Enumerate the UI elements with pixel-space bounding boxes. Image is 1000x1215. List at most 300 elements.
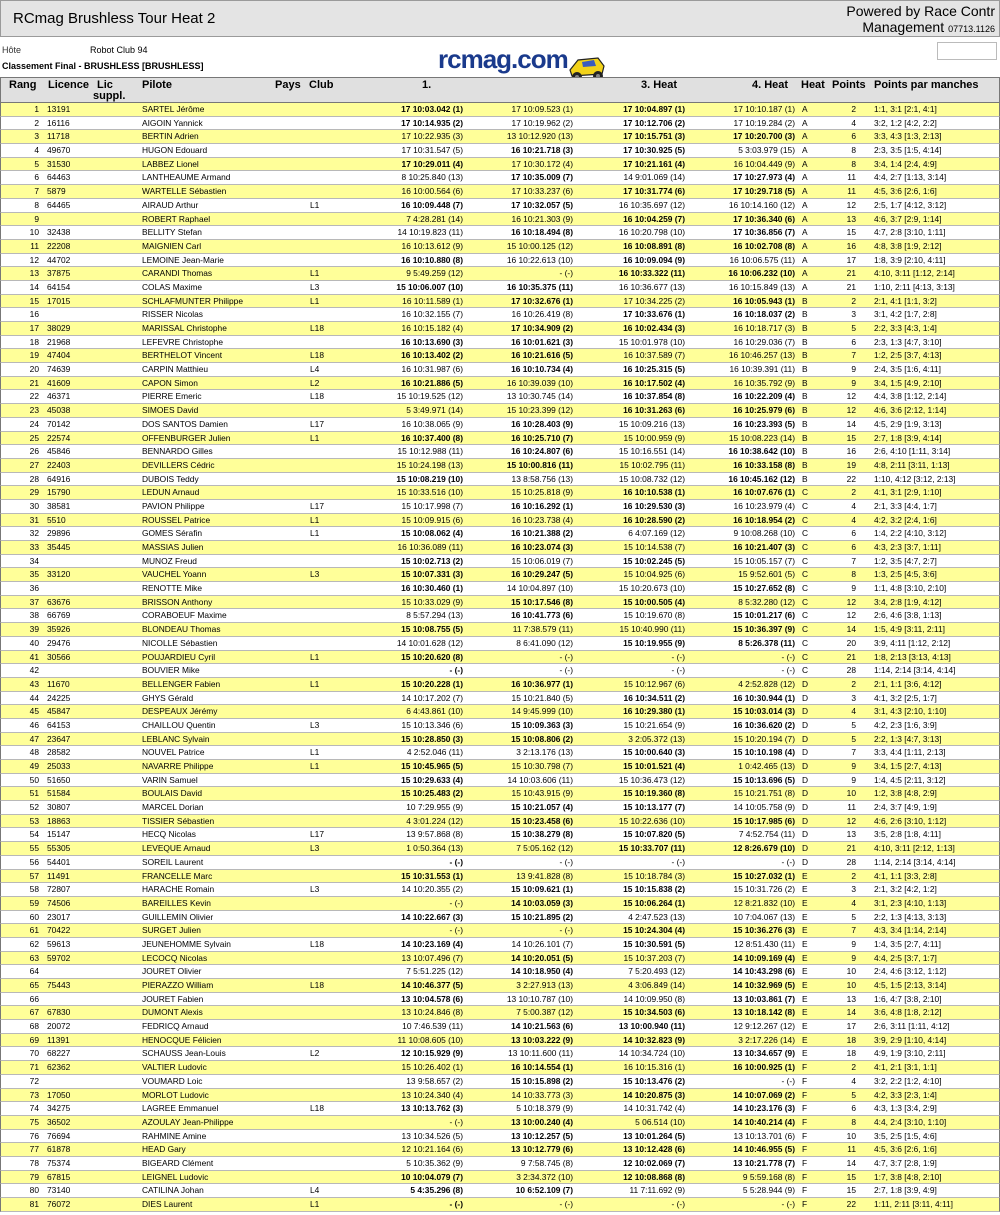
pilot-cell: WARTELLE Sébastien (142, 186, 227, 197)
points-per-heat-cell: 4:6, 2:6 [3:10, 1:12] (874, 815, 947, 826)
licence-cell: 64153 (47, 719, 71, 730)
header-heat: Heat (801, 79, 825, 91)
heat-2-cell: 14 10:03.606 (11) (507, 774, 573, 785)
heat-2-cell: - (-) (559, 651, 573, 662)
points-per-heat-cell: 1:3, 2:5 [4:5, 3:6] (874, 569, 937, 580)
table-row (0, 842, 1000, 856)
pilot-cell: FEDRICQ Arnaud (142, 1021, 209, 1032)
points-cell: 12 (846, 391, 856, 402)
heat-4-cell: 16 10:46.257 (13) (728, 350, 795, 361)
heat-1-cell: 16 10:09.448 (7) (401, 199, 463, 210)
rank-cell: 34 (29, 555, 39, 566)
heat-3-cell: 5 06.514 (10) (635, 1116, 685, 1127)
table-row (0, 993, 1000, 1007)
licence-cell: 47404 (47, 350, 71, 361)
licence-cell: 67830 (47, 1007, 71, 1018)
rank-cell: 31 (29, 514, 39, 525)
pilot-cell: POUJARDIEU Cyril (142, 651, 216, 662)
rank-cell: 13 (29, 268, 39, 279)
heat-4-cell: 15 10:13.696 (5) (733, 774, 795, 785)
points-cell: 7 (851, 925, 856, 936)
heat-4-cell: 14 10:07.069 (2) (733, 1089, 795, 1100)
points-per-heat-cell: 2:4, 3:5 [1:6, 4:11] (874, 364, 941, 375)
points-cell: 15 (846, 227, 856, 238)
table-row (0, 746, 1000, 760)
rank-cell: 35 (29, 569, 39, 580)
heat-2-cell: 15 10:43.915 (9) (511, 788, 573, 799)
club-cell: L1 (310, 295, 320, 306)
points-per-heat-cell: 4:2, 3:3 [2:3, 1:4] (874, 1089, 937, 1100)
licence-cell: 37875 (47, 268, 71, 279)
heat-2-cell: 17 10:09.523 (1) (511, 104, 573, 114)
rank-cell: 78 (29, 1157, 39, 1168)
heat-2-cell: 14 10:33.773 (3) (511, 1089, 573, 1100)
rank-cell: 28 (29, 473, 39, 484)
heat-3-cell: 7 5:20.493 (12) (628, 966, 685, 977)
pilot-cell: JEUNEHOMME Sylvain (142, 938, 231, 949)
rank-cell: 74 (29, 1103, 39, 1114)
points-cell: 22 (846, 473, 856, 484)
heat-4-cell: 17 10:10.187 (1) (733, 104, 795, 114)
header-country: Pays (275, 79, 301, 91)
rank-cell: 49 (29, 761, 39, 771)
heat-3-cell: 15 10:13.476 (2) (623, 1075, 685, 1086)
rank-cell: 26 (29, 446, 39, 457)
heat-1-cell: 15 10:33.029 (9) (401, 596, 463, 607)
heat-group-cell: A (802, 131, 808, 142)
heat-1-cell: - (-) (449, 856, 463, 867)
heat-3-cell: 16 10:33.322 (11) (618, 268, 685, 279)
heat-3-cell: 16 10:34.511 (2) (623, 692, 685, 703)
points-per-heat-cell: 4:9, 1:9 [3:10, 2:11] (874, 1048, 946, 1059)
rank-cell: 3 (34, 131, 39, 142)
heat-3-cell: 17 10:04.897 (1) (623, 104, 685, 114)
points-cell: 8 (851, 158, 856, 169)
heat-1-cell: 16 10:30.460 (1) (401, 583, 463, 594)
classification-title: Classement Final - BRUSHLESS [BRUSHLESS] (2, 61, 204, 71)
header-heat-1: 1. (422, 79, 432, 91)
points-per-heat-cell: 3:4, 2:8 [1:9, 4:12] (874, 596, 942, 607)
pilot-cell: BOUVIER Mike (142, 665, 200, 676)
heat-group-cell: B (802, 459, 808, 470)
heat-group-cell: F (802, 1075, 808, 1086)
points-cell: 11 (847, 172, 856, 183)
pilot-cell: AZOULAY Jean-Philippe (142, 1116, 234, 1127)
heat-1-cell: 16 10:31.987 (6) (401, 364, 463, 375)
table-row (0, 158, 1000, 172)
table-row (0, 828, 1000, 842)
pilot-cell: DUBOIS Teddy (142, 473, 199, 484)
table-row (0, 1020, 1000, 1034)
heat-group-cell: C (802, 514, 809, 525)
pilot-cell: NAVARRE Philippe (142, 761, 214, 771)
heat-1-cell: 14 10:22.667 (3) (401, 911, 463, 922)
licence-cell: 31530 (47, 158, 71, 169)
pilot-cell: ROBERT Raphael (142, 213, 211, 224)
points-cell: 22 (846, 1199, 856, 1209)
points-cell: 16 (846, 446, 856, 457)
heat-group-cell: E (802, 938, 808, 949)
rank-cell: 46 (29, 719, 39, 730)
heat-1-cell: 6 4:43.861 (10) (406, 706, 463, 717)
rank-cell: 19 (29, 350, 39, 361)
heat-2-cell: 17 10:32.676 (1) (511, 295, 573, 306)
pilot-cell: CHAILLOU Quentin (142, 719, 216, 730)
heat-3-cell: 16 10:20.798 (10) (618, 227, 685, 238)
points-per-heat-cell: 2:1, 4:1 [1:1, 3:2] (874, 295, 937, 306)
heat-1-cell: 13 10:04.578 (6) (401, 993, 463, 1004)
heat-4-cell: - (-) (781, 651, 795, 662)
points-cell: 6 (851, 131, 856, 142)
heat-4-cell: 10 7:04.067 (13) (733, 911, 795, 922)
heat-group-cell: F (802, 1144, 808, 1155)
heat-3-cell: 13 10:01.264 (5) (623, 1130, 685, 1141)
club-cell: L17 (310, 418, 324, 429)
heat-group-cell: E (802, 911, 808, 922)
heat-2-cell: - (-) (559, 268, 573, 279)
points-per-heat-cell: 3:1, 4:3 [2:10, 1:10] (874, 706, 947, 717)
heat-3-cell: 16 10:04.259 (7) (623, 213, 685, 224)
heat-2-cell: 14 10:03.059 (3) (511, 897, 573, 908)
points-per-heat-cell: 2:6, 3:11 [1:11, 4:12] (874, 1021, 950, 1032)
heat-1-cell: 15 10:20.620 (8) (401, 651, 463, 662)
heat-4-cell: 16 10:29.036 (7) (733, 336, 795, 347)
points-cell: 21 (846, 651, 856, 662)
table-row (0, 144, 1000, 158)
licence-cell: 18863 (47, 815, 71, 826)
heat-2-cell: 13 10:10.787 (10) (506, 993, 573, 1004)
licence-cell: 13191 (47, 104, 71, 114)
heat-4-cell: 16 10:04.449 (9) (733, 158, 795, 169)
heat-2-cell: 16 10:21.616 (5) (511, 350, 573, 361)
heat-1-cell: 10 7:46.539 (11) (402, 1021, 463, 1032)
heat-group-cell: E (802, 925, 808, 936)
heat-4-cell: 15 10:17.985 (6) (733, 815, 795, 826)
licence-cell: 44702 (47, 254, 71, 265)
heat-3-cell: 15 10:24.304 (4) (623, 925, 685, 936)
points-per-heat-cell: 4:1, 1:1 [3:3, 2:8] (874, 870, 937, 881)
licence-cell: 45038 (47, 405, 71, 416)
heat-1-cell: 16 10:36.089 (11) (397, 542, 463, 552)
heat-3-cell: 15 10:06.264 (1) (623, 897, 685, 908)
heat-2-cell: 7 5:00.387 (12) (516, 1007, 573, 1018)
heat-2-cell: 16 10:10.734 (4) (511, 364, 573, 375)
points-per-heat-cell: 1:10, 4:12 [3:12, 2:13] (874, 473, 956, 484)
points-per-heat-cell: 2:1, 3:2 [4:2, 1:2] (874, 884, 937, 895)
points-cell: 28 (846, 856, 856, 867)
points-per-heat-cell: 4:3, 3:4 [1:14, 2:14] (874, 925, 947, 936)
points-per-heat-cell: 3:2, 2:2 [1:2, 4:10] (874, 1075, 942, 1086)
heat-4-cell: 15 10:08.223 (14) (728, 432, 795, 443)
rank-cell: 75 (29, 1116, 39, 1127)
pilot-cell: LECOCQ Nicolas (142, 952, 208, 963)
heat-4-cell: - (-) (781, 665, 795, 676)
pilot-cell: VALTIER Ludovic (142, 1062, 207, 1073)
heat-3-cell: 16 10:29.380 (1) (623, 706, 685, 717)
heat-group-cell: F (802, 1116, 808, 1127)
heat-2-cell: 16 10:24.807 (6) (511, 446, 573, 457)
points-per-heat-cell: 4:8, 3:8 [1:9, 2:12] (874, 240, 942, 251)
club-cell: L17 (310, 500, 324, 511)
heat-1-cell: 13 10:34.526 (5) (401, 1130, 463, 1141)
club-cell: L18 (310, 980, 324, 990)
heat-4-cell: 15 10:36.397 (9) (733, 624, 795, 635)
rank-cell: 59 (29, 897, 39, 908)
points-cell: 21 (846, 843, 856, 854)
heat-3-cell: 11 7:11.692 (9) (629, 1185, 685, 1196)
points-cell: 14 (846, 1007, 856, 1018)
heat-1-cell: - (-) (449, 925, 463, 936)
header-rank: Rang (9, 79, 37, 91)
heat-3-cell: - (-) (671, 665, 685, 676)
heat-3-cell: 15 10:12.967 (6) (623, 678, 685, 689)
heat-4-cell: 15 10:27.032 (1) (733, 870, 795, 881)
heat-3-cell: - (-) (671, 856, 685, 867)
rank-cell: 53 (29, 815, 39, 826)
licence-cell: 67815 (47, 1171, 71, 1182)
heat-1-cell: - (-) (449, 1116, 463, 1127)
header-points-per-heat: Points par manches (874, 79, 979, 91)
heat-2-cell: 15 10:08.806 (2) (511, 733, 573, 744)
heat-group-cell: A (802, 186, 808, 197)
heat-1-cell: 14 10:46.377 (5) (401, 980, 463, 990)
heat-1-cell: 8 5:57.294 (13) (406, 610, 463, 621)
heat-4-cell: 1 0:42.465 (13) (738, 761, 795, 771)
heat-3-cell: 15 10:21.654 (9) (623, 719, 685, 730)
points-per-heat-cell: 1:14, 2:14 [3:14, 4:14] (874, 856, 956, 867)
heat-3-cell: 4 2:47.523 (13) (628, 911, 685, 922)
points-cell: 7 (851, 747, 856, 758)
points-per-heat-cell: 2:2, 3:3 [4:3, 1:4] (874, 323, 937, 333)
table-row (0, 870, 1000, 884)
heat-2-cell: - (-) (559, 1199, 573, 1209)
heat-group-cell: F (802, 1199, 808, 1209)
powered-by (846, 3, 995, 37)
heat-group-cell: B (802, 391, 808, 402)
heat-2-cell: 13 10:11.600 (11) (508, 1048, 573, 1059)
heat-2-cell: 15 10:17.546 (8) (511, 596, 573, 607)
heat-group-cell: C (802, 610, 809, 621)
heat-2-cell: 16 10:41.773 (6) (511, 610, 573, 621)
table-row (0, 213, 1000, 227)
heat-2-cell: 13 10:12.779 (6) (511, 1144, 573, 1155)
pilot-cell: BELLITY Stefan (142, 227, 202, 238)
rank-cell: 21 (29, 377, 39, 388)
heat-3-cell: 15 10:37.203 (7) (623, 952, 685, 963)
table-row (0, 801, 1000, 815)
points-per-heat-cell: 2:6, 4:10 [1:11, 3:14] (874, 446, 951, 457)
rank-cell: 77 (29, 1144, 39, 1155)
licence-cell: 11391 (47, 1034, 70, 1045)
licence-cell: 20072 (47, 1021, 71, 1032)
table-row (0, 1157, 1000, 1171)
heat-2-cell: 13 10:12.257 (5) (511, 1130, 573, 1141)
table-row (0, 281, 1000, 295)
licence-cell: 68227 (47, 1048, 71, 1059)
licence-cell: 75374 (47, 1157, 71, 1168)
pilot-cell: LABBEZ Lionel (142, 158, 199, 169)
heat-3-cell: 17 10:34.225 (2) (623, 295, 685, 306)
heat-1-cell: 7 4:28.281 (14) (406, 213, 463, 224)
heat-1-cell: 13 10:24.846 (8) (401, 1007, 463, 1018)
pilot-cell: BOULAIS David (142, 788, 203, 799)
points-cell: 19 (846, 459, 856, 470)
heat-group-cell: F (802, 1185, 808, 1196)
licence-cell: 25033 (47, 761, 71, 771)
rank-cell: 9 (34, 213, 39, 224)
heat-2-cell: 7 5:05.162 (12) (516, 843, 573, 854)
rank-cell: 12 (29, 254, 39, 265)
points-per-heat-cell: 1:14, 2:14 [3:14, 4:14] (874, 665, 956, 676)
licence-cell: 15147 (47, 829, 71, 840)
heat-group-cell: F (802, 1103, 808, 1114)
pilot-cell: BERTHELOT Vincent (142, 350, 223, 361)
logo-wordmark: rcmag.com (438, 44, 568, 74)
club-cell: L1 (310, 199, 320, 210)
points-per-heat-cell: 3:9, 4:11 [1:12, 2:12] (874, 637, 951, 648)
heat-4-cell: 13 10:13.701 (6) (733, 1130, 795, 1141)
heat-1-cell: 16 10:10.880 (8) (401, 254, 463, 265)
heat-3-cell: 14 10:34.724 (10) (618, 1048, 685, 1059)
licence-cell: 23647 (47, 733, 71, 744)
heat-group-cell: E (802, 884, 808, 895)
licence-cell: 5879 (47, 186, 66, 197)
rank-cell: 5 (34, 158, 39, 169)
rank-cell: 24 (29, 418, 39, 429)
rank-cell: 65 (29, 980, 39, 990)
club-cell: L2 (310, 1048, 320, 1059)
heat-group-cell: C (802, 569, 809, 580)
table-row (0, 952, 1000, 966)
licence-cell: 36502 (47, 1116, 71, 1127)
rank-cell: 64 (29, 966, 39, 977)
heat-group-cell: D (802, 774, 809, 785)
licence-cell: 64465 (47, 199, 71, 210)
heat-4-cell: 8 5:32.280 (12) (738, 596, 795, 607)
table-row (0, 254, 1000, 268)
heat-2-cell: 15 10:15.898 (2) (511, 1075, 573, 1086)
points-per-heat-cell: 4:3, 1:3 [3:4, 2:9] (874, 1103, 937, 1114)
licence-cell: 45847 (47, 706, 71, 717)
heat-3-cell: 15 10:36.473 (12) (618, 774, 685, 785)
points-per-heat-cell: 1:4, 4:5 [2:11, 3:12] (874, 774, 946, 785)
points-per-heat-cell: 1:4, 2:2 [4:10, 3:12] (874, 528, 947, 539)
heat-4-cell: 15 10:01.217 (6) (733, 610, 795, 621)
table-row (0, 911, 1000, 925)
rank-cell: 79 (29, 1171, 39, 1182)
table-row (0, 432, 1000, 446)
points-cell: 18 (846, 1048, 856, 1059)
heat-group-cell: D (802, 719, 809, 730)
heat-4-cell: 16 10:45.162 (12) (728, 473, 795, 484)
header-licence: Licence (48, 79, 89, 91)
heat-2-cell: 14 10:18.950 (4) (511, 966, 573, 977)
table-row (0, 596, 1000, 610)
rank-cell: 39 (29, 624, 39, 635)
points-per-heat-cell: 3:2, 1:2 [4:2, 2:2] (874, 117, 937, 128)
pilot-cell: MORLOT Ludovic (142, 1089, 209, 1100)
heat-1-cell: 15 10:45.965 (5) (401, 761, 463, 771)
pilot-cell: MARISSAL Christophe (142, 323, 227, 333)
heat-4-cell: 9 5:59.168 (8) (742, 1171, 795, 1182)
licence-cell: 76072 (47, 1199, 71, 1209)
heat-1-cell: - (-) (449, 665, 463, 676)
heat-group-cell: B (802, 405, 808, 416)
heat-group-cell: C (802, 624, 809, 635)
heat-1-cell: 16 10:15.182 (4) (401, 323, 463, 333)
rank-cell: 57 (29, 870, 39, 881)
heat-3-cell: 14 10:32.823 (9) (623, 1034, 685, 1045)
pilot-cell: BELLENGER Fabien (142, 678, 221, 689)
heat-2-cell: 13 9:41.828 (8) (516, 870, 573, 881)
table-header (0, 77, 1000, 103)
heat-4-cell: 14 10:23.176 (3) (733, 1103, 795, 1114)
heat-2-cell: 16 10:35.375 (11) (506, 281, 573, 292)
heat-3-cell: 6 4:07.169 (12) (628, 528, 685, 539)
table-row (0, 185, 1000, 199)
table-row (0, 637, 1000, 651)
points-cell: 10 (846, 980, 856, 990)
heat-2-cell: 5 10:18.379 (9) (516, 1103, 573, 1114)
table-row (0, 787, 1000, 801)
pilot-cell: GUILLEMIN Olivier (142, 911, 214, 922)
heat-1-cell: 5 3:49.971 (14) (406, 405, 463, 416)
heat-3-cell: 16 10:31.263 (6) (623, 405, 685, 416)
table-row (0, 1047, 1000, 1061)
points-cell: 5 (851, 323, 856, 333)
heat-2-cell: 13 10:12.920 (13) (506, 131, 573, 142)
heat-1-cell: 15 10:33.516 (10) (396, 487, 463, 498)
heat-group-cell: C (802, 542, 809, 552)
heat-2-cell: 15 10:00.816 (11) (506, 459, 573, 470)
heat-3-cell: 15 10:15.838 (2) (623, 884, 685, 895)
heat-1-cell: 14 10:20.355 (2) (401, 884, 463, 895)
table-row (0, 418, 1000, 432)
heat-3-cell: 15 10:19.360 (8) (623, 788, 685, 799)
heat-2-cell: 16 10:01.621 (3) (511, 336, 573, 347)
table-row (0, 267, 1000, 281)
points-cell: 4 (851, 117, 856, 128)
heat-4-cell: 14 10:40.214 (4) (733, 1116, 795, 1127)
rank-cell: 62 (29, 938, 39, 949)
heat-2-cell: 13 10:03.222 (9) (511, 1034, 573, 1045)
rank-cell: 14 (29, 281, 39, 292)
table-row (0, 651, 1000, 665)
heat-group-cell: E (802, 966, 808, 977)
heat-group-cell: C (802, 637, 809, 648)
points-cell: 9 (851, 761, 856, 771)
points-cell: 8 (851, 569, 856, 580)
heat-group-cell: C (802, 555, 809, 566)
licence-cell: 22403 (47, 459, 71, 470)
heat-2-cell: 10 6:52.109 (7) (515, 1185, 573, 1196)
pilot-cell: VARIN Samuel (142, 774, 198, 785)
points-cell: 15 (846, 432, 856, 443)
heat-2-cell: 15 10:00.125 (12) (506, 240, 573, 251)
heat-4-cell: 14 10:09.169 (4) (733, 952, 795, 963)
heat-4-cell: 15 10:27.652 (8) (733, 583, 795, 594)
table-row (0, 856, 1000, 870)
licence-cell: 29476 (47, 637, 71, 648)
rank-cell: 52 (29, 802, 39, 813)
rank-cell: 47 (29, 733, 39, 744)
rank-cell: 1 (34, 104, 39, 114)
heat-1-cell: 14 10:17.202 (7) (401, 692, 463, 703)
heat-1-cell: 15 10:07.331 (3) (401, 569, 463, 580)
heat-4-cell: 17 10:36.856 (7) (733, 227, 795, 238)
heat-3-cell: 15 10:30.591 (5) (623, 938, 685, 949)
points-per-heat-cell: 4:10, 3:11 [2:12, 1:13] (874, 843, 955, 854)
